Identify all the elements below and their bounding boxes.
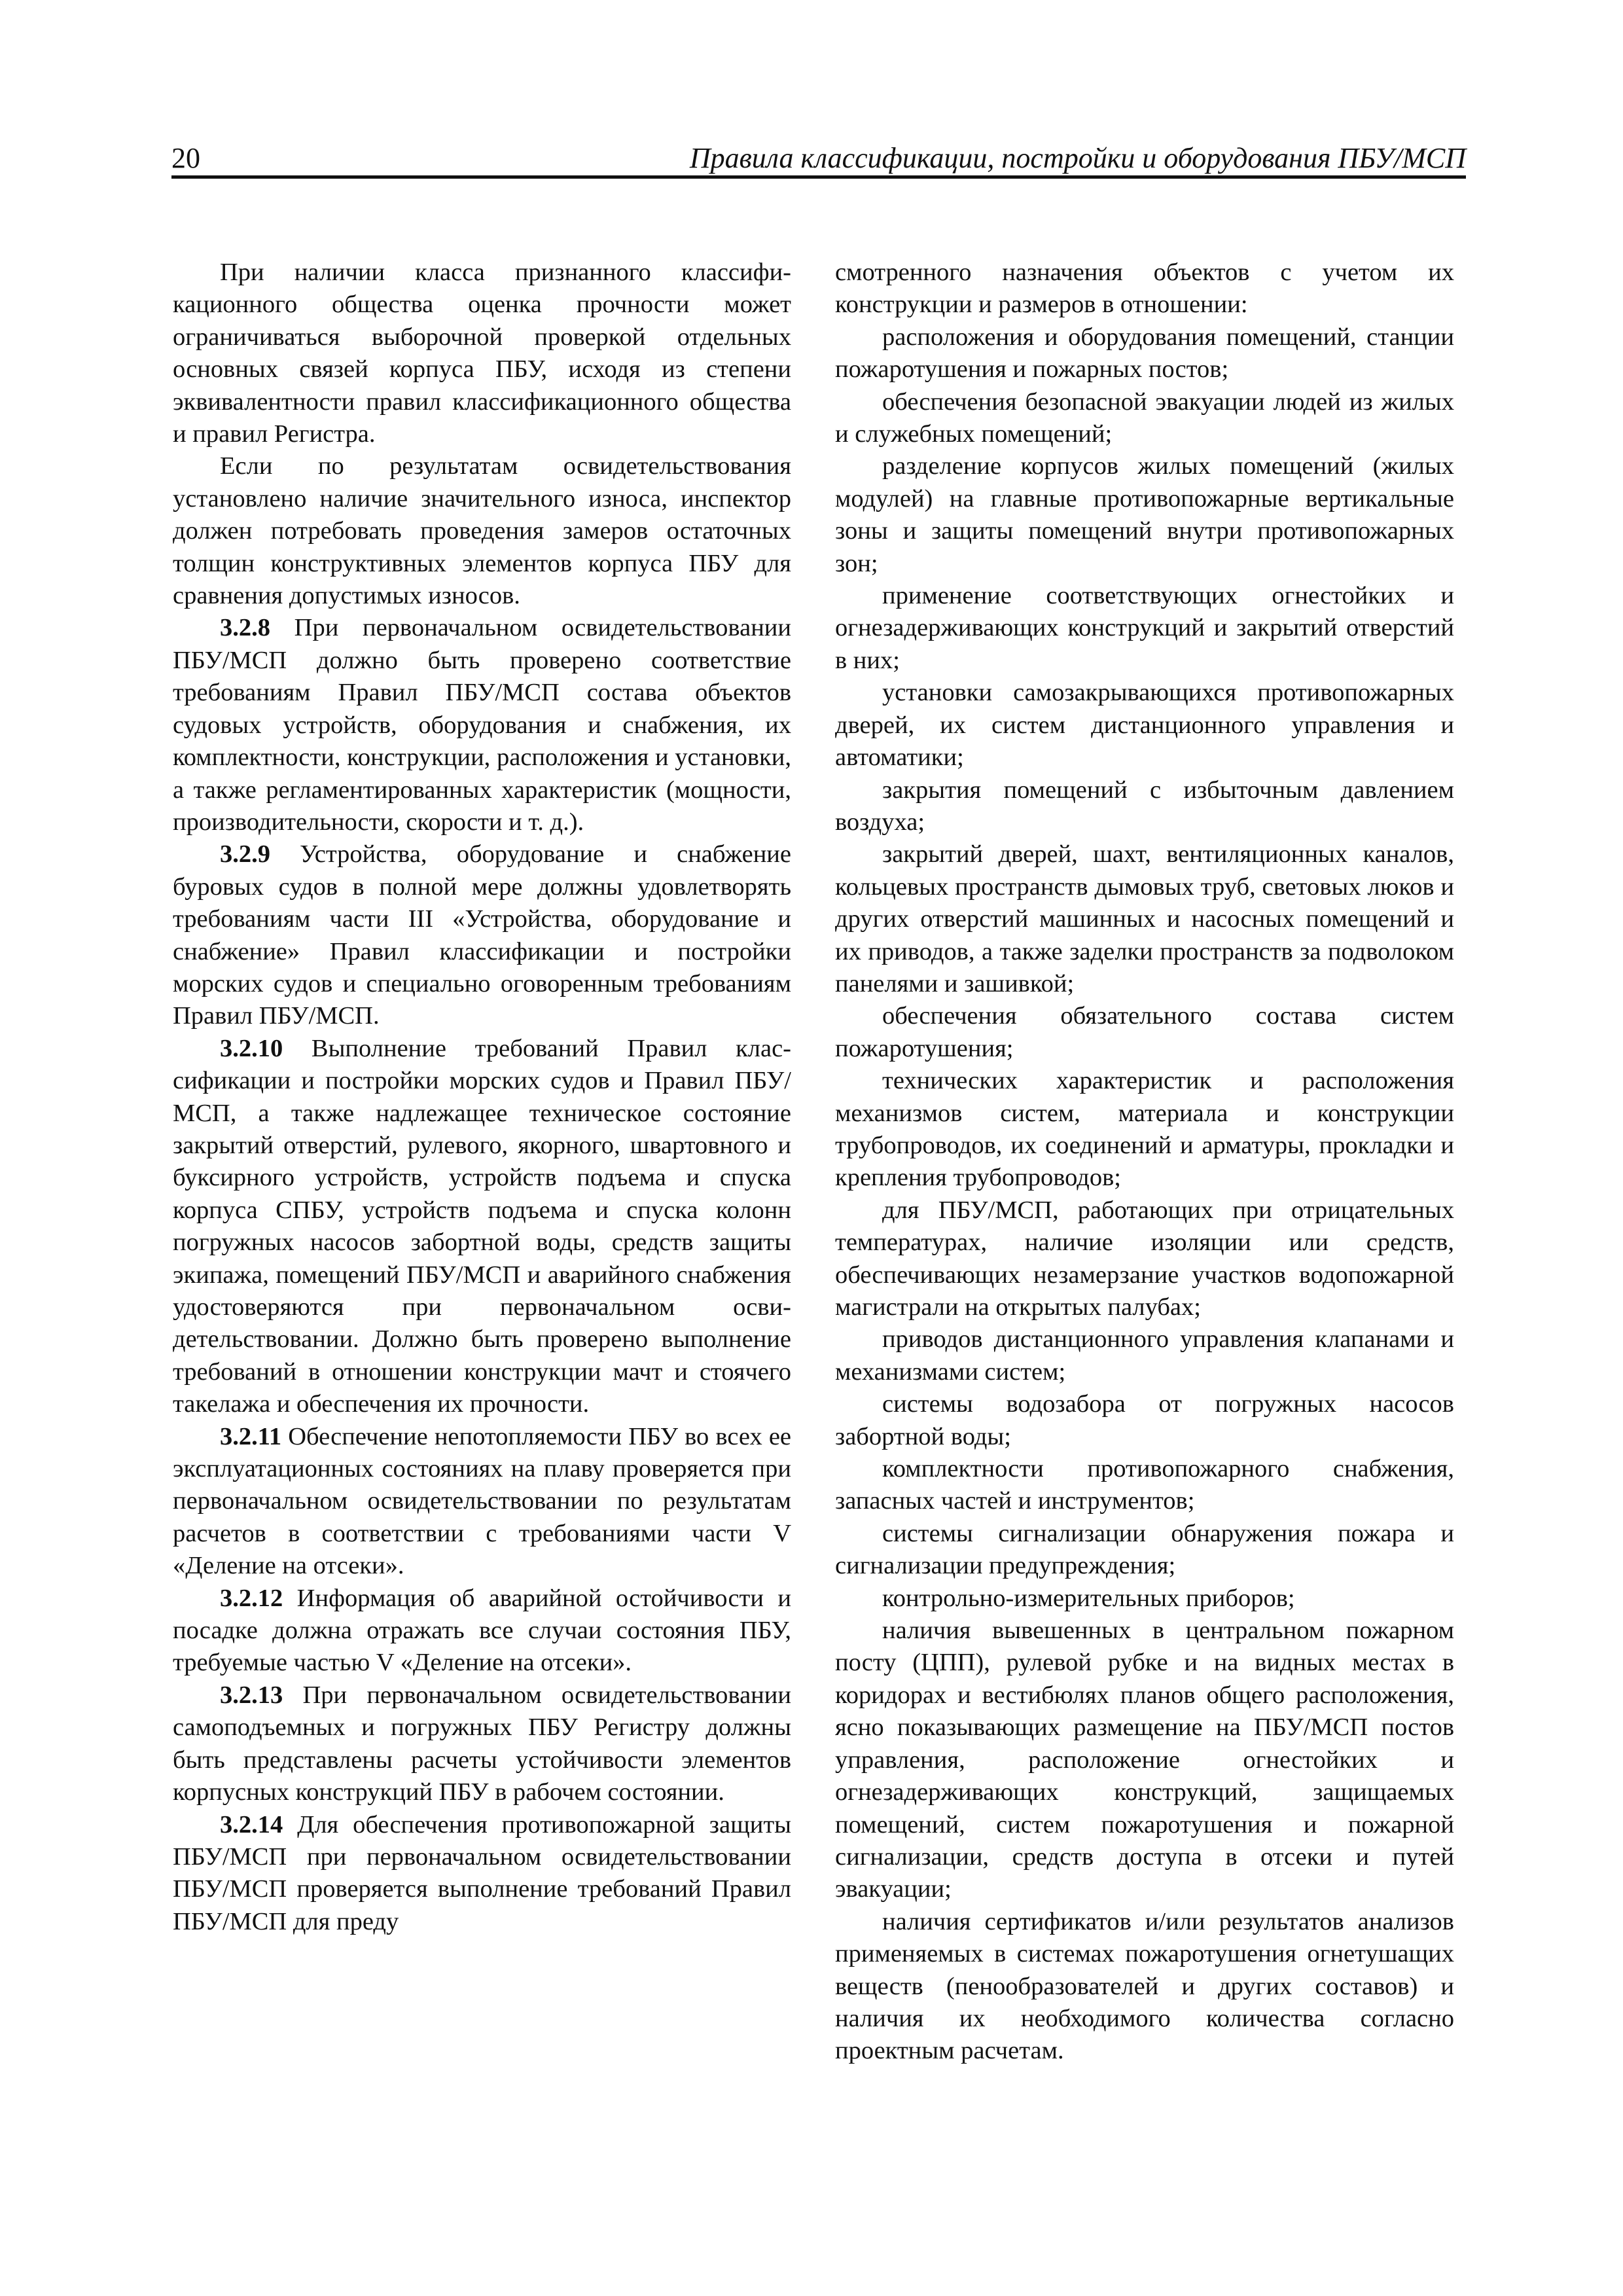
paragraph-text: закрытия помещений с избыточным давлением воздуха; [835,776,1454,836]
list-item [835,1065,1454,1194]
list-item [835,1388,1454,1453]
list-item [835,1000,1454,1065]
section-number: 3.2.14 [220,1810,283,1839]
section-number: 3.2.10 [220,1034,283,1062]
paragraph-text: приводов дистанционного управления клапанами и механизмами систем; [835,1325,1454,1386]
page-header [171,141,1466,181]
list-item [835,774,1454,839]
paragraph [173,450,791,612]
paragraph-text: При наличии класса признанного классификационного общества оценка прочности может ограничиваться выборочной проверкой отдельных основных связей корпуса ПБУ, исходя из степени эквивалентности правил классификационного общества и правил Регистра. [173,259,791,448]
list-item [835,386,1454,451]
paragraph-text: наличия вывешенных в центральном пожарном посту (ЦПП), рулевой рубке и на видных местах в коридорах и вестибюлях планов общего расположения, ясно показывающих размещение на ПБУ/МСП постов управления, расположение огнестойких и огнезадерживающих конструкций, защищаемых помещений, систем пожаротушения и пожарной сигнализации, средств доступа в отсеки и путей эвакуации; [835,1617,1454,1903]
paragraph-text: применение соответствующих огнестойких и огнезадерживающих конструкций и закрытий отверстий в них; [835,582,1454,674]
paragraph-text: Устройства, оборудование и снабжение буровых судов в полной мере должны удовлетворять требованиям части III «Устройства, оборудование и снабжение» Правил классификации и постройки морских судов и специально оговоренным требованиям Правил ПБУ/МСП. [173,840,791,1030]
paragraph-text: Выполнение требований Правил классификации и постройки морских судов и Правил ПБУ/МСП, а также надлежащее техническое состояние закрытий отверстий, рулевого, якорного, швартовного и буксирного устройств, устройств подъема и спуска корпуса СПБУ, устройств подъема и спуска колонн погружных насосов забортной воды, средств защиты экипажа, помещений ПБУ/МСП и аварийного снабжения удостоверяются при первоначальном освидетельствовании. Должно быть проверено выполнение требований в отношении конструкции мачт и стоячего такелажа и обеспечения их прочности. [173,1034,791,1418]
paragraph-text: закрытий дверей, шахт, вентиляционных каналов, кольцевых пространств дымовых труб, световых люков и других отверстий машинных и насосных помещений и их приводов, а также заделки пространств за подволоком панелями и зашивкой; [835,840,1454,997]
paragraph-text: При первоначальном освидетельствовании ПБУ/МСП должно быть проверено соответствие требованиям Правил ПБУ/МСП состава объектов судовых устройств, оборудования и снабжения, их комплектности, конструкции, расположения и установки, а также регламентированных характеристик (мощности, производительности, скорости и т. д.). [173,614,792,836]
paragraph [173,257,791,450]
section-3-2-12 [173,1583,791,1679]
list-item [835,677,1454,774]
section-3-2-10 [173,1033,791,1421]
paragraph-text: расположения и оборудования помещений, станции пожаротушения и пожарных постов; [835,323,1454,384]
paragraph-text: системы водозабора от погружных насосов забортной воды; [835,1390,1454,1450]
paragraph-text: комплектности противопожарного снабжения, запасных частей и инструментов; [835,1455,1454,1515]
paragraph-text: разделение корпусов жилых помещений (жилых модулей) на главные противопожарные вертикальные зоны и защиты помещений внутри противопожарных зон; [835,452,1454,577]
section-number: 3.2.8 [220,614,270,642]
page-number: 20 [171,142,200,174]
section-3-2-14 [173,1809,791,1939]
section-number: 3.2.9 [220,840,270,869]
paragraph-text: наличия сертификатов и/или результатов анализов применяемых в системах пожаротушения огнетушащих веществ (пенообразователей и других составов) и наличия их необходимого количества согласно проектным расчетам. [835,1907,1454,2065]
list-item [835,1906,1454,2068]
list-item [835,321,1454,386]
paragraph-text: для ПБУ/МСП, работающих при отрицательных температурах, наличие изоляции или средств, обеспечивающих незамерзание участков водопожарной магистрали на открытых палубах; [835,1196,1454,1321]
section-3-2-9 [173,838,791,1032]
paragraph-text: контрольно-измерительных приборов; [882,1584,1295,1612]
section-3-2-8 [173,612,791,838]
section-number: 3.2.13 [220,1681,283,1709]
paragraph-continuation [835,257,1454,321]
paragraph-text: Информация об аварийной остойчивости и посадке должна отражать все случаи состояния ПБУ, требуемые частью V «Деление на отсеки». [173,1584,791,1677]
list-item [835,1583,1454,1615]
header-rule [171,175,1466,179]
list-item [835,450,1454,580]
list-item [835,1615,1454,1906]
right-column [835,257,1454,2068]
section-3-2-11 [173,1421,791,1583]
section-3-2-13 [173,1679,791,1809]
paragraph-text: Если по результатам освидетельствования установлено наличие значительного износа, инспектор должен потребовать проведения замеров остаточных толщин конструктивных элементов корпуса ПБУ для сравнения допустимых износов. [173,452,791,610]
paragraph-text: При первоначальном освидетельствовании самоподъемных и погружных ПБУ Регистру должны быть представлены расчеты устойчивости элементов корпусных конструкций ПБУ в рабочем состоянии. [173,1681,791,1806]
list-item [835,838,1454,1000]
running-title: Правила классификации, постройки и оборудования ПБУ/МСП [689,142,1466,174]
list-item [835,580,1454,677]
section-number: 3.2.12 [220,1584,283,1612]
paragraph-text: обеспечения безопасной эвакуации людей из жилых и служебных помещений; [835,387,1454,448]
left-column [173,257,791,1938]
paragraph-text: Для обеспечения противопожарной защиты ПБУ/МСП при первоначальном освидетельствовании ПБУ/МСП проверяется выполнение требований Правил ПБУ/МСП для преду [173,1810,792,1935]
list-item [835,1518,1454,1583]
paragraph-text: Обеспечение непотопляемости ПБУ во всех ее эксплуатационных состояниях на плаву проверяется при первоначальном освидетельствовании по результатам расчетов в соответствии с требованиями части V «Деление на отсеки». [173,1422,791,1580]
paragraph-text: обеспечения обязательного состава систем пожаротушения; [835,1002,1454,1062]
paragraph-text: смотренного назначения объектов с учетом их конструкции и размеров в отношении: [835,259,1454,319]
paragraph-text: технических характеристик и расположения механизмов систем, материала и конструкции трубопроводов, их соединений и арматуры, прокладки и крепления трубопроводов; [835,1067,1454,1192]
paragraph-text: установки самозакрывающихся противопожарных дверей, их систем дистанционного управления и автоматики; [835,679,1454,772]
paragraph-text: системы сигнализации обнаружения пожара и сигнализации предупреждения; [835,1519,1454,1580]
list-item [835,1323,1454,1388]
list-item [835,1194,1454,1324]
list-item [835,1453,1454,1518]
section-number: 3.2.11 [220,1422,282,1450]
